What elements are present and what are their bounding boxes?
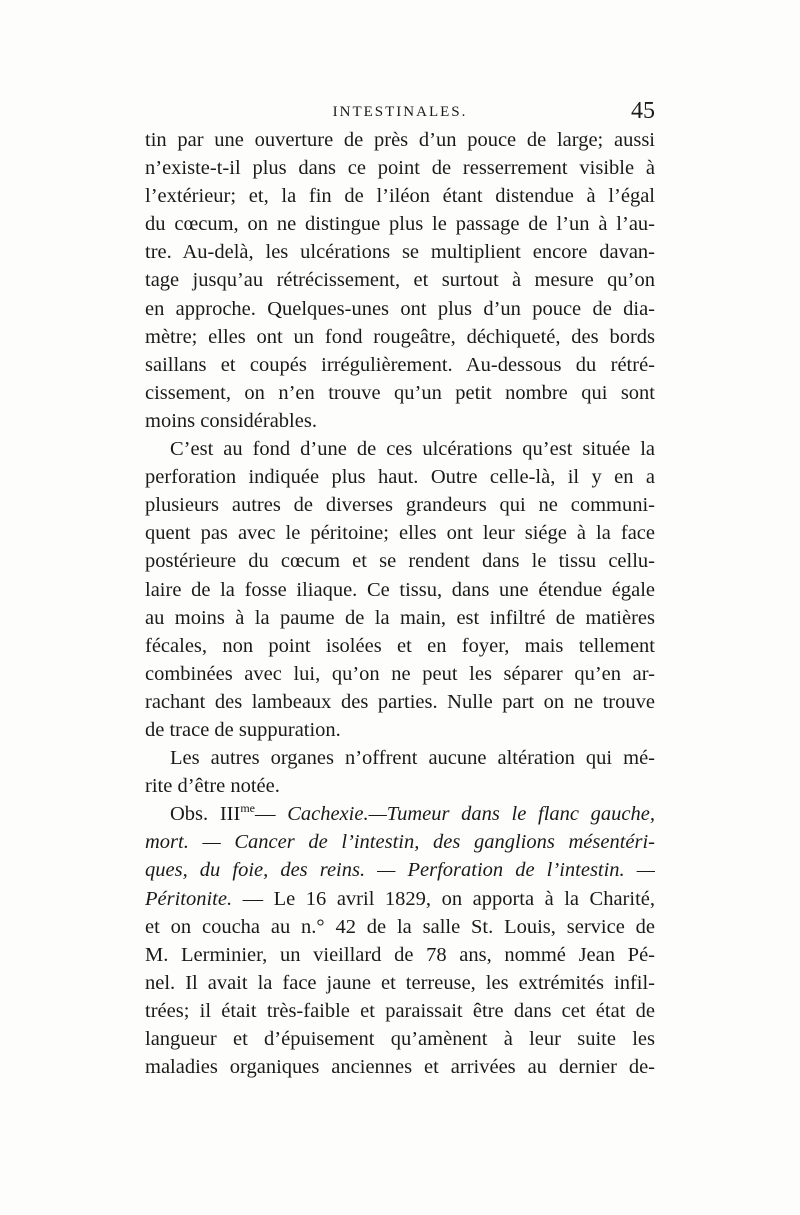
text-line: tage jusqu’au rétrécissement, et surtout à mesure qu’on [145,269,655,292]
text-line: l’extérieur; et, la fin de l’iléon étant distendue à l’égal [145,185,655,208]
text-line: maladies organiques anciennes et arrivées au dernier de- [145,1056,655,1079]
text-line: nel. Il avait la face jaune et terreuse, les extrémités infil- [145,971,655,994]
text-line: perforation indiquée plus haut. Outre celle-là, il y en a [145,466,655,489]
text-line: cissement, on n’en trouve qu’un petit nombre qui sont [145,381,655,404]
text-line: M. Lerminier, un vieillard de 78 ans, nommé Jean Pé- [145,943,655,966]
obs-number: Obs. III [170,803,241,826]
obs-dash: — [255,803,288,826]
text-line: laire de la fosse iliaque. Ce tissu, dans une étendue égale [145,578,655,601]
running-title: INTESTINALES. [332,104,468,120]
text-line: Les autres organes n’offrent aucune altération qui mé- [170,747,655,770]
text-line: fécales, non point isolées et en foyer, mais tellement [145,634,655,657]
text-line: langueur et d’épuisement qu’amènent à leur suite les [145,1028,655,1050]
text-line: mètre; elles ont un fond rougeâtre, déchiqueté, des bords [145,325,655,348]
obs-title-end: Péritonite. [145,887,233,910]
text-line: de trace de suppuration. [145,718,341,741]
text-line: rachant des lambeaux des parties. Nulle part on ne trouve [145,690,655,713]
text-line: tre. Au-delà, les ulcérations se multiplient encore davan- [145,241,655,264]
text-line: postérieure du cœcum et se rendent dans le tissu cellu- [145,550,655,573]
text-line: en approche. Quelques-unes ont plus d’un pouce de dia- [145,297,655,320]
text-line: quent pas avec le péritoine; elles ont leur siége à la face [145,522,655,545]
text-line: plusieurs autres de diverses grandeurs qui ne communi- [145,494,655,517]
text-line: tin par une ouverture de près d’un pouce de large; aussi [145,129,655,151]
text-line: saillans et coupés irrégulièrement. Au-dessous du rétré- [145,353,655,376]
obs-heading-line [145,800,655,828]
obs-superscript: me [240,801,255,816]
text-line: trées; il était très-faible et paraissait être dans cet état de [145,999,655,1022]
text-line: moins considérables. [145,409,317,432]
text-line: C’est au fond d’une de ces ulcérations qu’est située la [170,438,655,461]
page-number: 45 [631,98,655,124]
text-line: n’existe-t-il plus dans ce point de resserrement visible à [145,157,655,180]
text-line: et on coucha au n.° 42 de la salle St. Louis, service de [145,915,655,938]
text-line: du cœcum, on ne distingue plus le passage de l’un à l’au- [145,213,655,236]
obs-title-line: mort. — Cancer de l’intestin, des ganglions mésentéri- [145,831,655,854]
text-line: au moins à la paume de la main, est infiltré de matières [145,606,655,629]
obs-text-line [145,885,655,913]
text-line: rite d’être notée. [145,775,280,798]
obs-text: — Le 16 avril 1829, on apporta à la Charité, [232,887,655,910]
obs-title: Cachexie.—Tumeur dans le flanc gauche, [287,803,655,826]
body-text [145,126,655,1081]
text-line: combinées avec lui, qu’on ne peut les séparer qu’en ar- [145,662,655,685]
obs-title-line: ques, du foie, des reins. — Perforation de l’intestin. — [145,859,655,882]
